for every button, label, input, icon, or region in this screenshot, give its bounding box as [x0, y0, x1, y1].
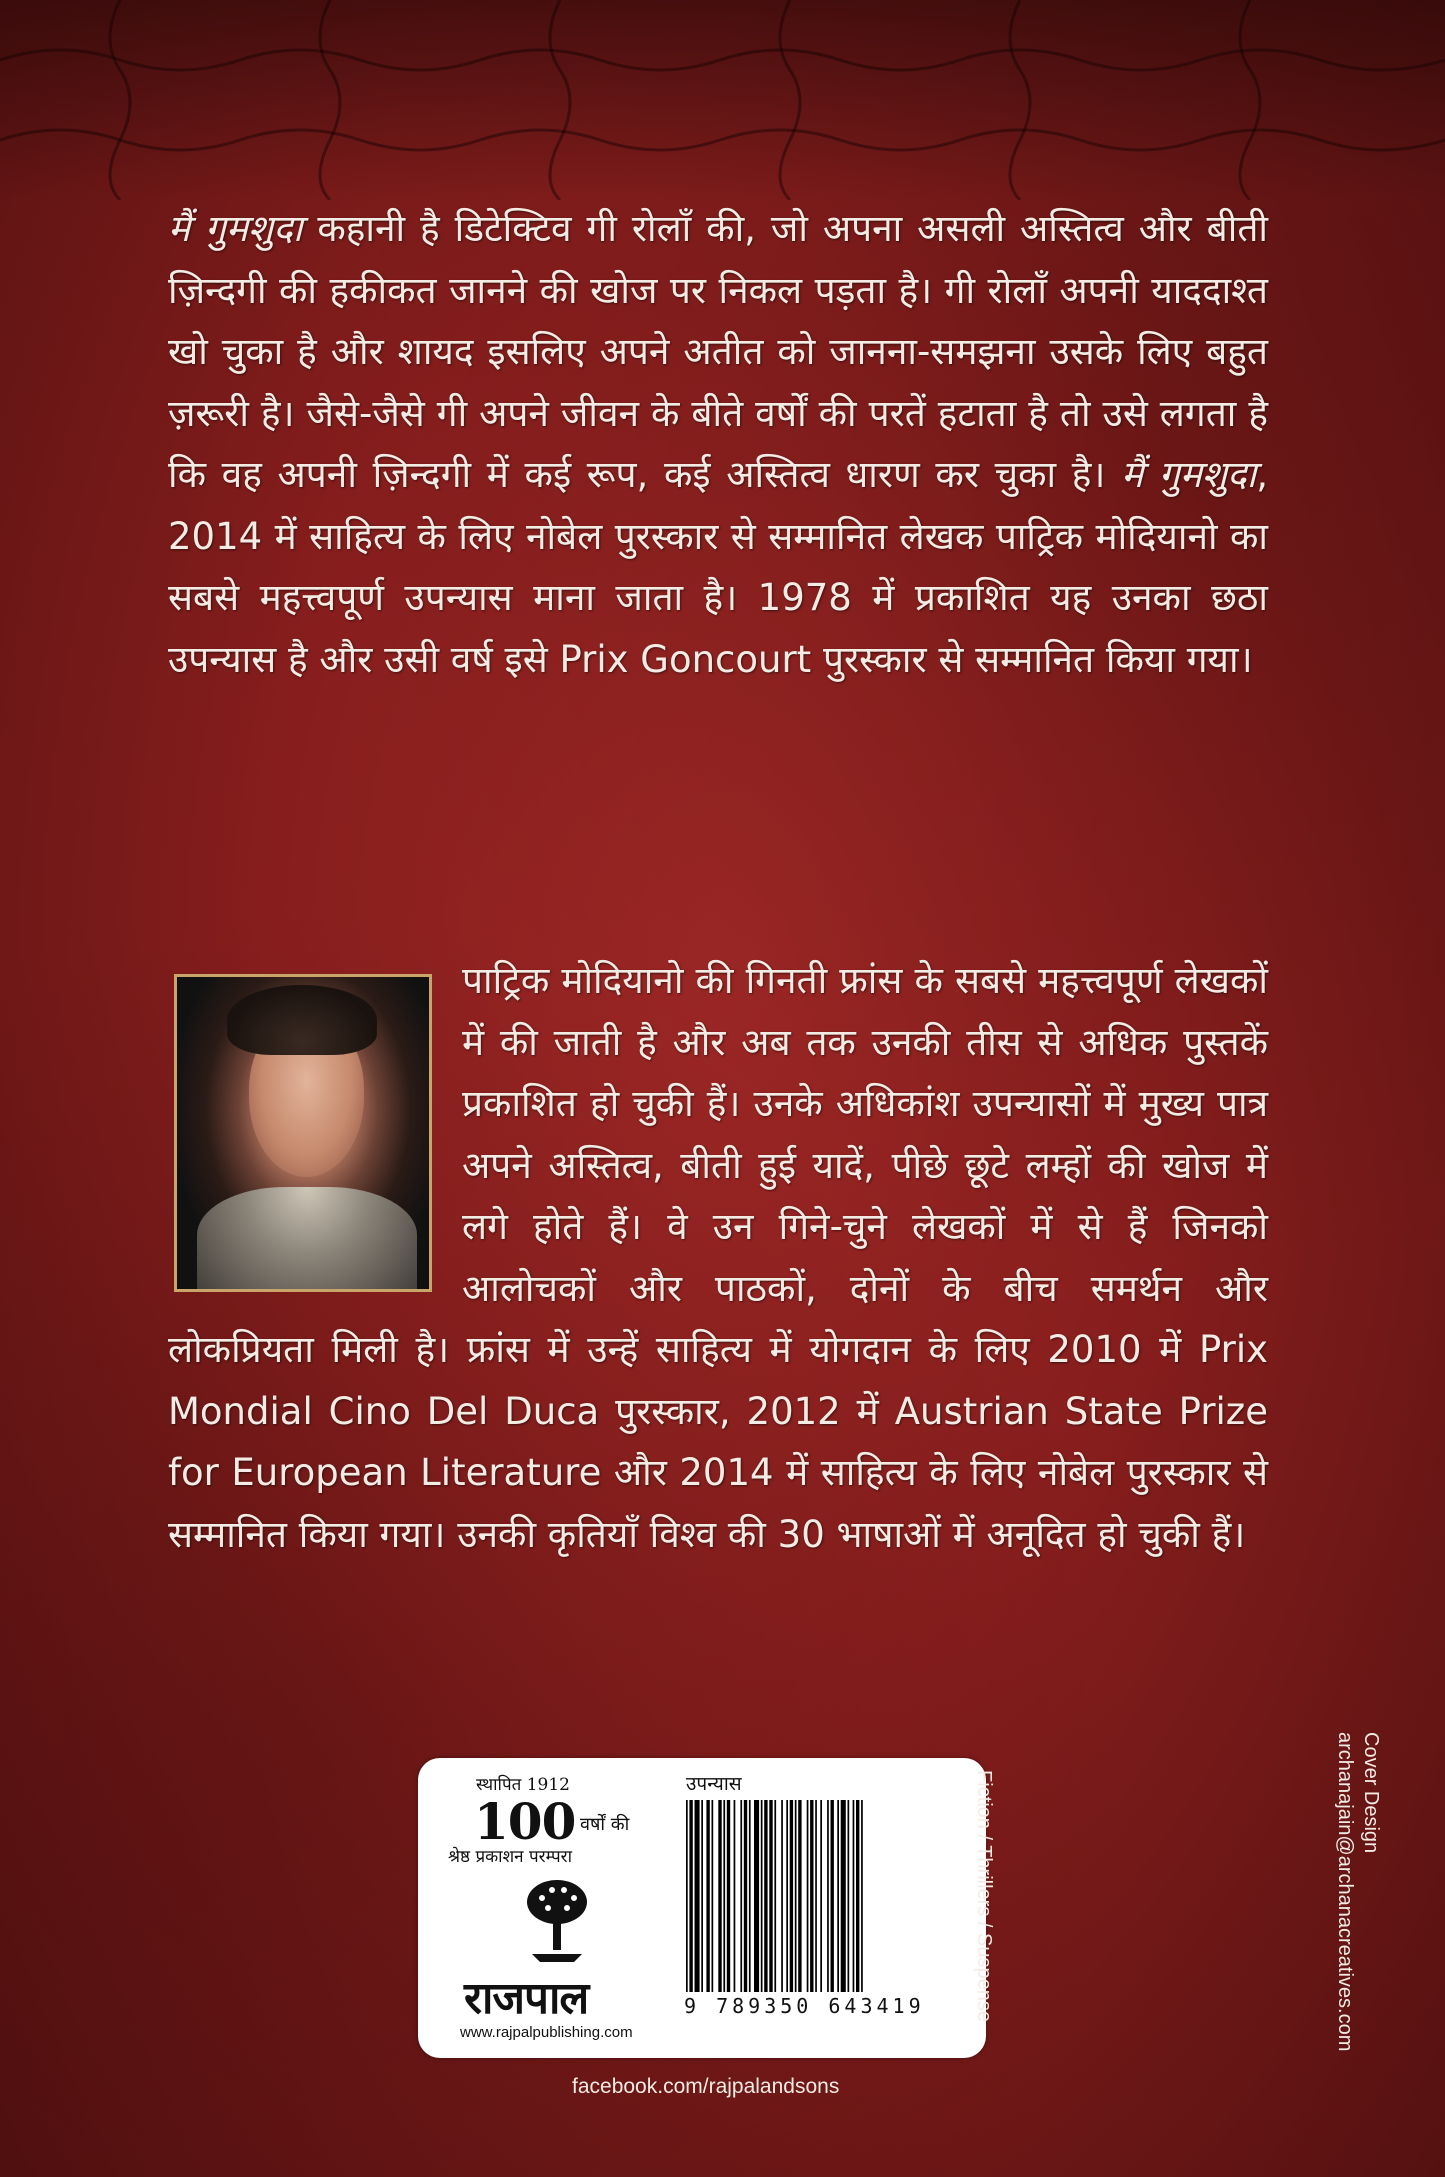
- book-title-italic: मैं गुमशुदा: [1121, 453, 1257, 496]
- puzzle-texture-band: [0, 0, 1445, 200]
- established-year: स्थापित 1912: [476, 1775, 570, 1795]
- cover-credit-line1: Cover Design: [1360, 1732, 1382, 1854]
- author-photo: [174, 974, 432, 1292]
- cover-design-credit: [1332, 1732, 1384, 2051]
- publisher-website: www.rajpalpublishing.com: [460, 2024, 633, 2041]
- blurb-text-part-1: कहानी है डिटेक्टिव गी रोलाँ की, जो अपना असली अस्तित्व और बीती ज़िन्दगी की हकीकत जानने की खोज पर निकल पड़ता है। गी रोलाँ अपनी याददाश्त खो चुका है और शायद इसलिए अपने अतीत को जानना-समझना उसके लिए बहुत ज़रूरी है। जैसे-जैसे गी अपने जीवन के बीते वर्षों की परतें हटाता है तो उसे लगता है कि वह अपनी ज़िन्दगी में कई रूप, कई अस्तित्व धारण कर चुका है।: [168, 207, 1268, 496]
- barcode-icon: [684, 1800, 956, 1992]
- category-vertical-text: Fiction / Thrillers / Suspense: [973, 1770, 995, 2022]
- book-title-italic: मैं गुमशुदा: [168, 207, 303, 250]
- publishing-tradition-label: श्रेष्ठ प्रकाशन परम्परा: [448, 1847, 573, 1867]
- years-of-label: वर्षों की: [580, 1814, 630, 1835]
- tree-logo-icon: [522, 1876, 592, 1962]
- blurb-text-part-2: , 2014 में साहित्य के लिए नोबेल पुरस्कार से सम्मानित लेखक पाट्रिक मोदियानो का सबसे महत्त्वपूर्ण उपन्यास माना जाता है। 1978 में प्रकाशित यह उनका छठा उपन्यास है और उसी वर्ष इसे Prix Goncourt पुरस्कार से सम्मानित किया गया।: [168, 453, 1269, 681]
- facebook-link: facebook.com/rajpalandsons: [572, 2075, 840, 2098]
- genre-label: उपन्यास: [686, 1773, 742, 1795]
- book-blurb: [168, 198, 1268, 690]
- publisher-barcode-sticker: [418, 1758, 986, 2058]
- author-bio: पाट्रिक मोदियानो की गिनती फ्रांस के सबसे महत्त्वपूर्ण लेखकों में की जाती है और अब तक उनकी तीस से अधिक पुस्तकें प्रकाशित हो चुकी हैं। उनके अधिकांश उपन्यासों में मुख्य पात्र अपने अस्तित्व, बीती हुई यादें, पीछे छूटे लम्हों की खोज में लगे होते हैं। वे उन गिने-चुने लेखकों में से हैं जिनको आलोचकों और पाठकों, दोनों के बीच समर्थन और लोकप्रियता मिली है। फ्रांस में उन्हें साहित्य में योगदान के लिए 2010 में Prix Mondial Cino Del Duca पुरस्कार, 2012 में Austrian State Prize for European Literature और 2014 में साहित्य के लिए नोबेल पुरस्कार से सम्मानित किया गया। उनकी कृतियाँ विश्व की 30 भाषाओं में अनूदित हो चुकी हैं।: [168, 959, 1268, 1556]
- author-section: [168, 950, 1268, 1565]
- hundred-years-number: 100: [474, 1792, 576, 1851]
- cover-credit-line2: archanajain@archanacreatives.com: [1334, 1732, 1356, 2052]
- isbn-number: 9 789350 643419: [684, 1994, 925, 2018]
- publisher-brand: राजपाल: [464, 1973, 589, 2024]
- puzzle-pattern-icon: [0, 0, 1445, 200]
